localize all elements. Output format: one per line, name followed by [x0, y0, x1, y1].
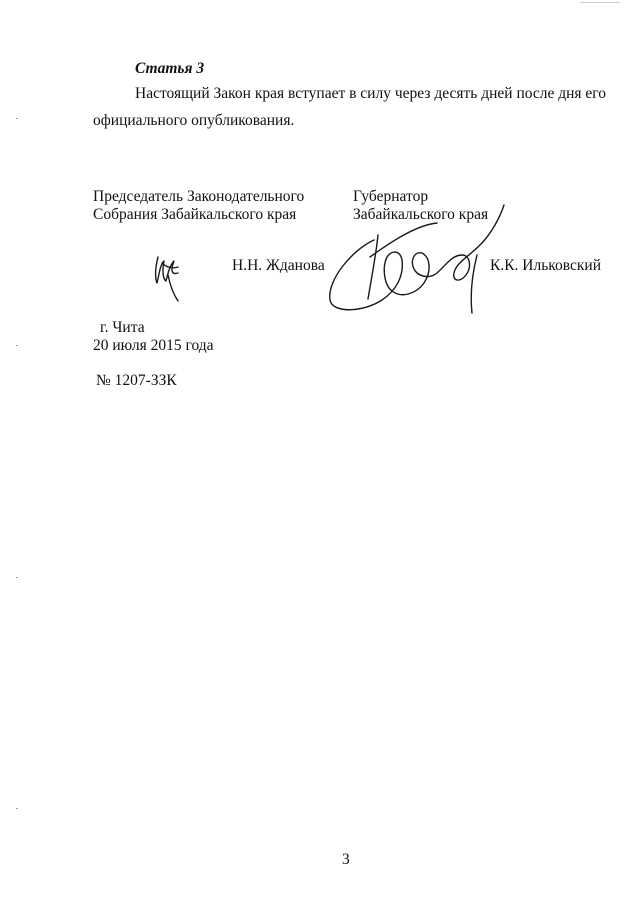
- scan-artifact: [580, 2, 620, 3]
- scan-artifact: [16, 118, 18, 119]
- date: 20 июля 2015 года: [93, 337, 214, 354]
- left-signatory-name: Н.Н. Жданова: [232, 257, 325, 274]
- article-text-line-1: Настоящий Закон края вступает в силу через десять дней после дня его: [135, 85, 607, 102]
- scan-artifact: [16, 808, 18, 809]
- article-text-line-2: официального опубликования.: [93, 112, 295, 129]
- article-heading: Статья 3: [135, 60, 205, 77]
- scan-artifact: [16, 345, 18, 346]
- left-signatory-title-line-2: Собрания Забайкальского края: [93, 206, 297, 223]
- right-signatory-title-line-1: Губернатор: [353, 188, 429, 205]
- page-number: 3: [342, 851, 350, 868]
- left-signatory-title-line-1: Председатель Законодательного: [93, 188, 305, 205]
- right-signatory-name: К.К. Ильковский: [490, 257, 602, 274]
- place: г. Чита: [100, 319, 145, 336]
- right-signatory-title-line-2: Забайкальского края: [353, 206, 489, 223]
- handwritten-signature-icon: [148, 245, 188, 305]
- law-number: № 1207-ЗЗК: [96, 372, 177, 389]
- scan-artifact: [16, 577, 18, 578]
